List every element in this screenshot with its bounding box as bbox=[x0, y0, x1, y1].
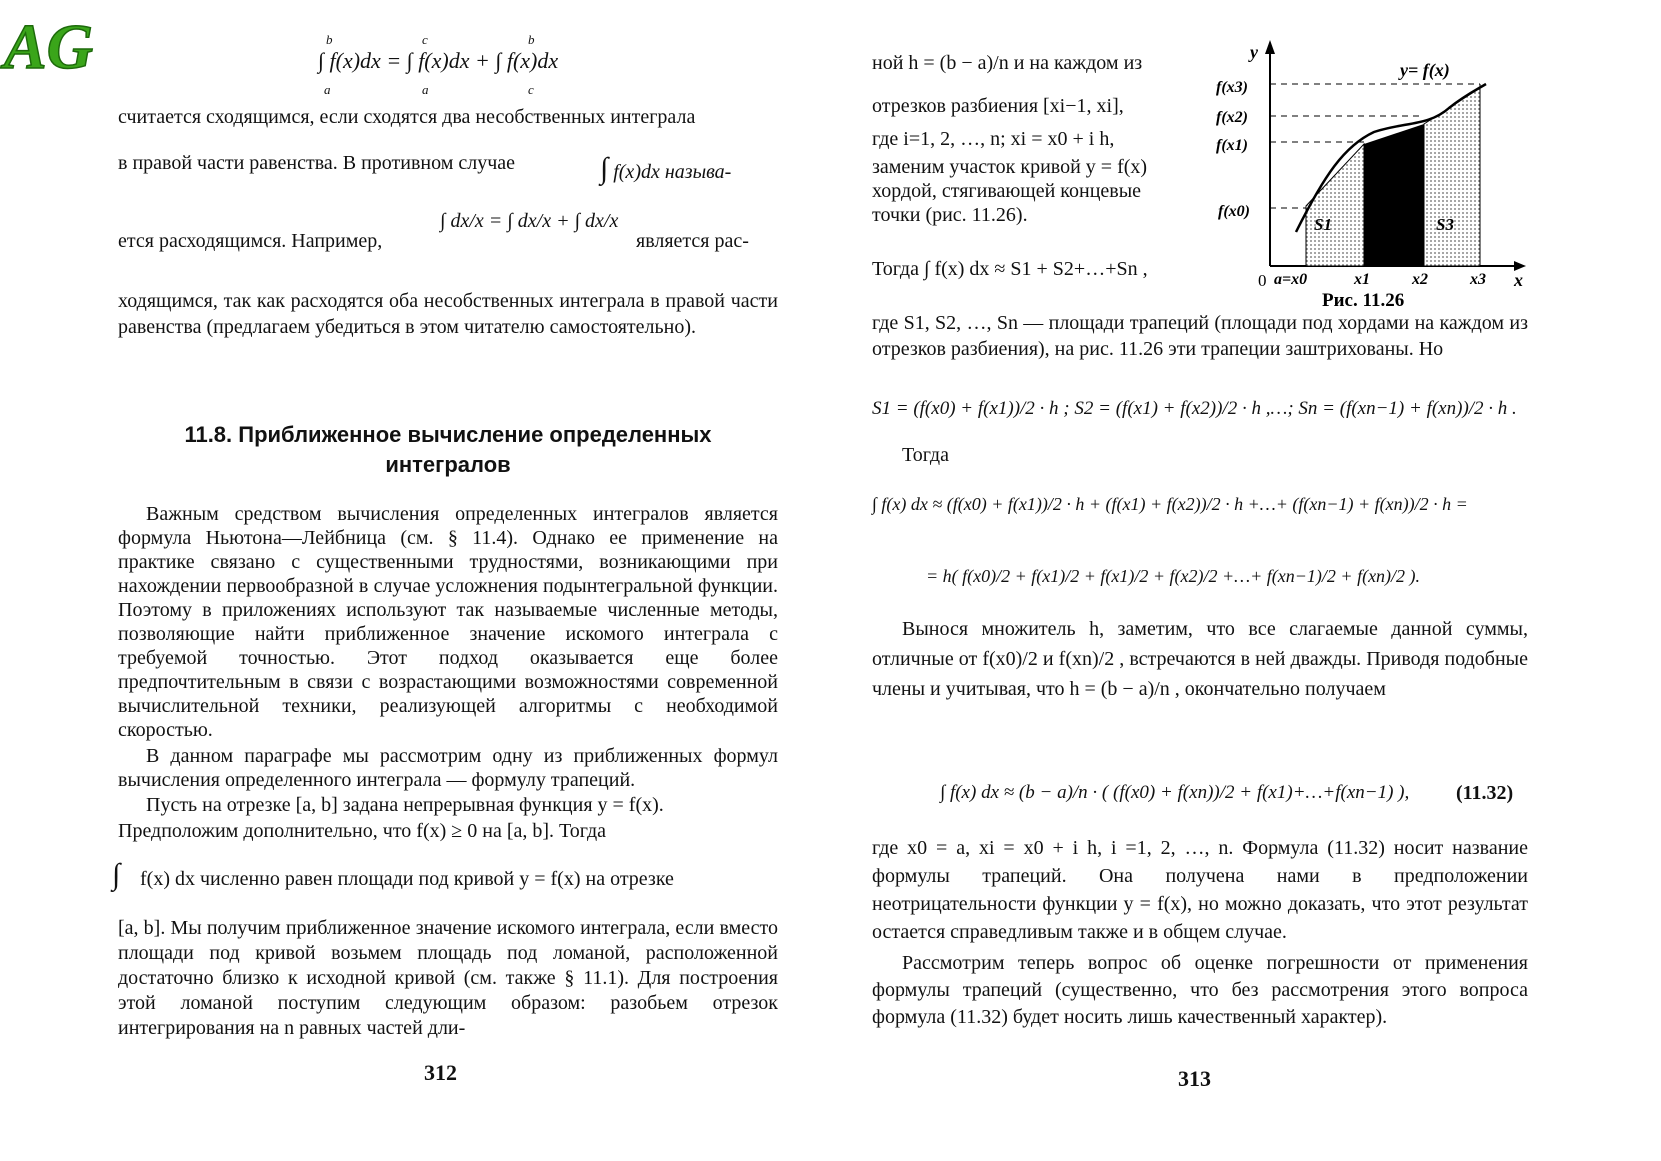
ytick-fx0: f(x0) bbox=[1218, 203, 1250, 220]
page-number-left: 312 bbox=[424, 1060, 457, 1085]
xtick-x2: x2 bbox=[1412, 271, 1428, 288]
para1-line3b: является рас- bbox=[636, 230, 749, 252]
para4-rest: [a, b]. Мы получим приближенное значение искомого интеграла, если вместо площади под кривой возьмем площадь под ломаной, расположенной достаточно близко к исходной кривой (см. также § 11.1). Для построения этой ломаной поступим следующим образом: разобьем отрезок интегрирования на n равных частей дли- bbox=[118, 917, 778, 1039]
figure-caption: Рис. 11.26 bbox=[1322, 290, 1405, 311]
para1-line2b: f(x)dx называ- bbox=[613, 161, 732, 183]
formula-sum2: = h( f(x0)/2 + f(x1)/2 + f(x1)/2 + f(x2)/2 +…+ f(xn−1)/2 + f(xn)/2 ). bbox=[926, 566, 1421, 586]
xtick-x3: x3 bbox=[1470, 271, 1486, 288]
para-where: где S1, S2, …, Sn — площади трапеций (площади под хордами на каждом из отрезков разбиения), на рис. 11.26 эти трапеции заштрихованы. Но bbox=[872, 312, 1528, 360]
trapezoid-s1 bbox=[1306, 144, 1364, 266]
area-s1: S1 bbox=[1314, 215, 1332, 234]
y-axis-label: y bbox=[1250, 42, 1258, 62]
top-line3: где i=1, 2, …, n; xi = x0 + i h, bbox=[872, 128, 1115, 150]
figure-11-26 bbox=[1214, 36, 1530, 312]
para4-line2: Предположим дополнительно, что f(x) ≥ 0 на [a, b]. Тогда bbox=[118, 820, 606, 842]
para4-line1: Пусть на отрезке [a, b] задана непрерывная функция y = f(x). bbox=[146, 794, 664, 816]
logo-text: AG bbox=[4, 11, 93, 82]
curve-label: y= f(x) bbox=[1400, 60, 1450, 80]
para4-integral-sign: ∫ bbox=[112, 858, 121, 891]
formula-sum1: ∫ f(x) dx ≈ (f(x0) + f(x1))/2 · h + (f(x1) + f(x2))/2 · h +…+ (f(xn−1) + f(xn))/2 · h = bbox=[872, 494, 1468, 514]
right-page bbox=[830, 0, 1661, 1161]
section-heading bbox=[118, 420, 778, 480]
left-page bbox=[0, 0, 830, 1161]
limit-c: c bbox=[422, 32, 428, 47]
para-last: Рассмотрим теперь вопрос об оценке погрешности от применения формулы трапеций (существенно, что без рассмотрения этого вопроса формула (11.32) будет носить лишь качественный характер). bbox=[872, 952, 1528, 1028]
ytick-fx2: f(x2) bbox=[1216, 109, 1248, 126]
top-line4: заменим участок кривой y = f(x) bbox=[872, 156, 1148, 178]
heading-line1: 11.8. Приближенное вычисление определенных bbox=[184, 422, 712, 447]
area-s3: S3 bbox=[1436, 215, 1454, 234]
para1-line3a: ется расходящимся. Например, bbox=[118, 230, 383, 252]
para-vynosya: Вынося множитель h, заметим, что все слагаемые данной суммы, отличные от f(x0)/2 и f(xn)/2 , встречаются в ней дважды. Приводя подобные члены и учитывая, что h = (b − a)/n , окончательно получаем bbox=[872, 618, 1528, 700]
origin-label: 0 bbox=[1258, 271, 1267, 290]
togda-label: Тогда bbox=[902, 444, 949, 466]
top-line2: отрезков разбиения [xi−1, xi], bbox=[872, 95, 1124, 117]
page-number-right: 313 bbox=[1178, 1066, 1211, 1091]
integral-sign: ∫ bbox=[600, 152, 609, 185]
xtick-x0: a=x0 bbox=[1274, 271, 1308, 288]
para1-integral bbox=[600, 152, 731, 186]
formula-top-text: ∫ f(x)dx = ∫ f(x)dx + ∫ f(x)dx bbox=[318, 48, 559, 73]
limit-a2: a bbox=[422, 82, 429, 97]
heading-line2: интегралов bbox=[385, 452, 511, 477]
formula-s: S1 = (f(x0) + f(x1))/2 · h ; S2 = (f(x1) + f(x2))/2 · h ,…; Sn = (f(xn−1) + f(xn))/2 · h . bbox=[872, 398, 1517, 419]
togda-formula: Тогда ∫ f(x) dx ≈ S1 + S2+…+Sn , bbox=[872, 258, 1148, 280]
trapezoid-s3 bbox=[1424, 88, 1480, 266]
y-axis-arrow bbox=[1265, 40, 1275, 54]
formula-main: ∫ f(x) dx ≈ (b − a)/n · ( (f(x0) + f(xn))/2 + f(x1)+…+f(xn−1) ), bbox=[940, 782, 1410, 803]
limit-c2: c bbox=[528, 82, 534, 97]
para1-line2a: в правой части равенства. В противном случае bbox=[118, 152, 516, 174]
top-line5: хордой, стягивающей концевые bbox=[872, 180, 1142, 202]
limit-b: b bbox=[326, 32, 333, 47]
formula-main-number: (11.32) bbox=[1456, 782, 1514, 804]
formula-split-integral bbox=[318, 32, 618, 100]
top-line6: точки (рис. 11.26). bbox=[872, 204, 1028, 226]
example-integral: ∫ dx/x = ∫ dx/x + ∫ dx/x bbox=[440, 210, 619, 232]
top-line1: ной h = (b − a)/n и на каждом из bbox=[872, 52, 1143, 74]
para1-line1: считается сходящимся, если сходятся два несобственных интеграла bbox=[118, 106, 696, 128]
limit-b2: b bbox=[528, 32, 535, 47]
limit-a: a bbox=[324, 82, 331, 97]
para-where2: где x0 = a, xi = x0 + i h, i =1, 2, …, n. Формула (11.32) носит название формулы трапеций. Она получена нами в предположении неотрицательности функции y = f(x), но можно доказать, что этот результат остается справедливым также и в общем случае. bbox=[872, 837, 1528, 943]
trapezoid-s2 bbox=[1364, 124, 1424, 266]
xtick-x1: x1 bbox=[1354, 271, 1370, 288]
para4-line3: f(x) dx численно равен площади под кривой y = f(x) на отрезке bbox=[140, 868, 674, 890]
ytick-fx3: f(x3) bbox=[1216, 79, 1248, 96]
para2: Важным средством вычисления определенных интегралов является формула Ньютона—Лейбница (см. § 11.4). Однако ее применение на практике связано с существенными трудностями, возникающими при нахождении первообразной в случае усложнения подынтегральной функции. Поэтому в приложениях используют так называемые численные методы, позволяющие найти приближенное значение искомого интеграла с требуемой точностью. Этот подход оказывается еще более предпочтительным в связи с возрастающими возможностями современной вычислительной техники, реализующей алгоритмы с необходимой скоростью. bbox=[118, 503, 778, 741]
para1-rest: ходящимся, так как расходятся оба несобственных интеграла в правой части равенства (предлагаем убедиться в этом читателю самостоятельно). bbox=[118, 290, 778, 338]
para3: В данном параграфе мы рассмотрим одну из приближенных формул вычисления определенного интеграла — формулу трапеций. bbox=[118, 745, 778, 791]
x-axis-label: x bbox=[1514, 270, 1523, 290]
ytick-fx1: f(x1) bbox=[1216, 137, 1248, 154]
